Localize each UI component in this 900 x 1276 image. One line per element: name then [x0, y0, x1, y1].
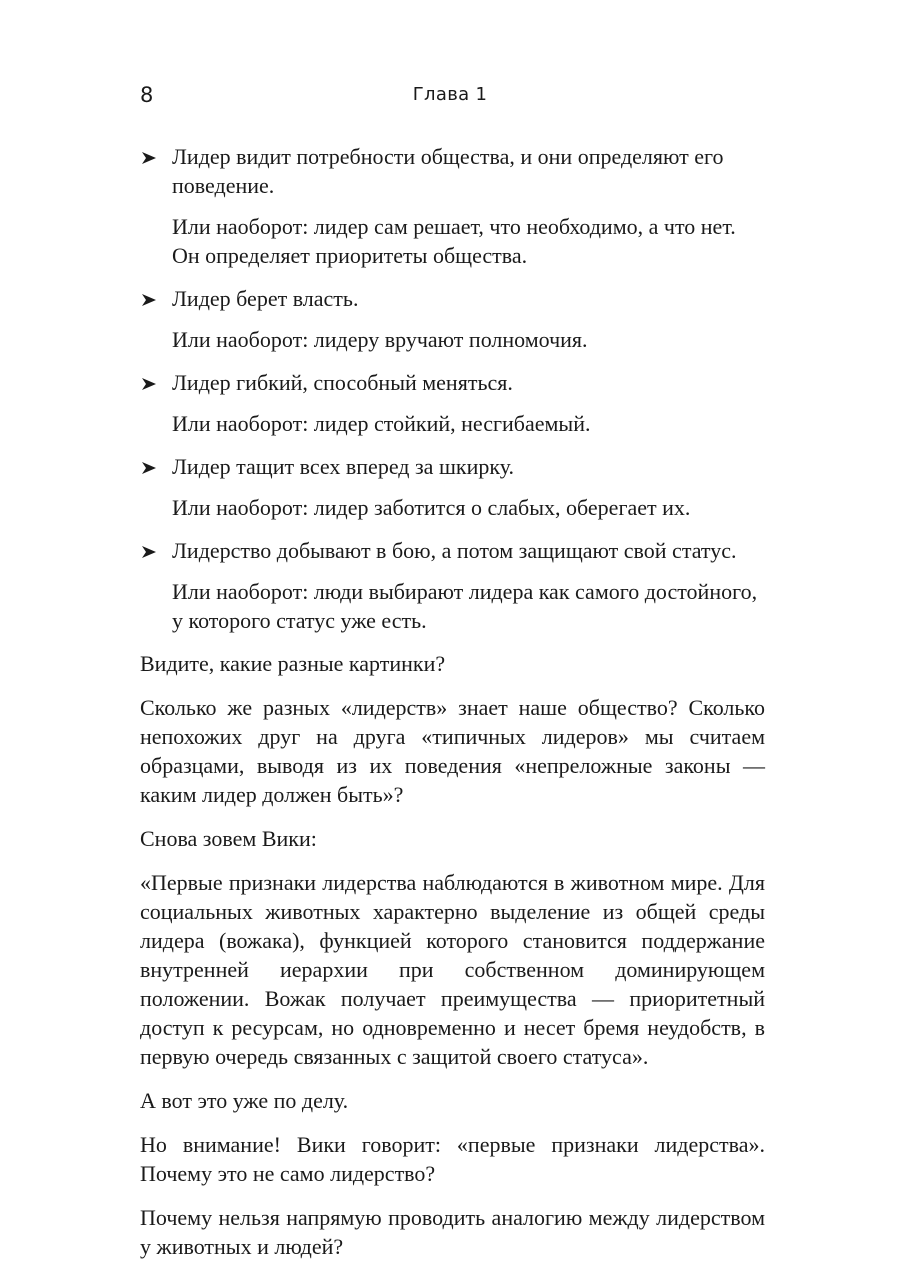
bullet-alternative: Или наоборот: лидер заботится о слабых, оберегает их. — [172, 495, 691, 520]
bullet-text: Лидер видит потребности общества, и они определяют его поведение. — [172, 144, 724, 198]
paragraph: Снова зовем Вики: — [140, 826, 317, 851]
arrowhead-bullet-icon — [140, 452, 162, 481]
bullet-text: Лидерство добывают в бою, а потом защищают свой статус. — [172, 538, 737, 563]
bullet-alternative: Или наоборот: люди выбирают лидера как самого достойного, у которого статус уже есть. — [172, 579, 758, 633]
arrowhead-bullet-icon — [140, 284, 162, 313]
bullet-alternative: Или наоборот: лидеру вручают полномочия. — [172, 327, 588, 352]
quote-paragraph: «Первые признаки лидерства наблюдаются в животном мире. Для социальных животных характерно выделение из общей среды лидера (вожака), функцией которого становится поддержание внутренней иерархии при собственном доминирующем положении. Вожак получает преимущества — приоритетный доступ к ресурсам, но одновременно и несет бремя неудобств, в первую очередь связанных с защитой своего статуса». — [140, 870, 765, 1069]
bullet-text: Лидер гибкий, способный меняться. — [172, 370, 513, 395]
bullet-item — [140, 452, 765, 481]
bullet-item — [140, 284, 765, 313]
arrowhead-bullet-icon — [140, 142, 162, 171]
bullet-alternative: Или наоборот: лидер стойкий, несгибаемый. — [172, 411, 591, 436]
body-text — [140, 142, 765, 1276]
bullet-alternative: Или наоборот: лидер сам решает, что необходимо, а что нет. Он определяет приоритеты общества. — [172, 214, 736, 268]
paragraph: Видите, какие разные картинки? — [140, 651, 446, 676]
bullet-text: Лидер берет власть. — [172, 286, 359, 311]
running-head — [140, 80, 760, 110]
paragraph: А вот это уже по делу. — [140, 1088, 349, 1113]
bullet-item — [140, 142, 765, 200]
paragraph: Сколько же разных «лидерств» знает наше общество? Сколько непохожих друг на друга «типичных лидеров» мы считаем образцами, выводя из их поведения «непреложные законы — каким лидер должен быть»? — [140, 695, 765, 807]
paragraph: Но внимание! Вики говорит: «первые признаки лидерства». Почему это не само лидерство? — [140, 1132, 765, 1186]
page-number: 8 — [140, 83, 154, 107]
bullet-item — [140, 536, 765, 565]
bullet-item — [140, 368, 765, 397]
arrowhead-bullet-icon — [140, 368, 162, 397]
bullet-text: Лидер тащит всех вперед за шкирку. — [172, 454, 515, 479]
arrowhead-bullet-icon — [140, 536, 162, 565]
paragraph: Почему нельзя напрямую проводить аналогию между лидерством у животных и людей? — [140, 1205, 765, 1259]
chapter-title: Глава 1 — [412, 84, 488, 105]
